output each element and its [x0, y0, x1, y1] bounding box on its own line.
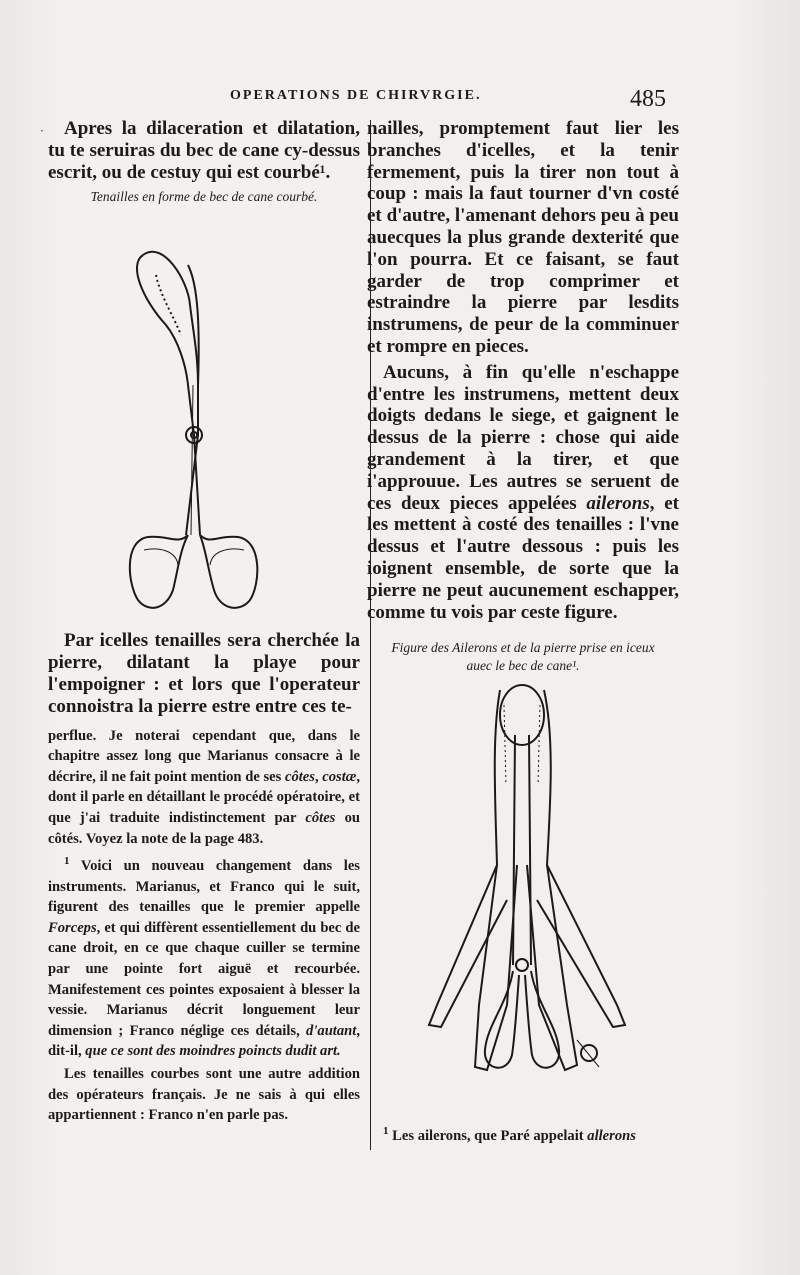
left-paragraph-1: Apres la dilaceration et dilatation, tu te seruiras du bec de cane cy-dessus escrit, ou de cestuy qui est courbé¹. — [48, 118, 360, 183]
right-footnote — [367, 1121, 679, 1146]
left-paragraph-2: Par icelles tenailles sera cherchée la pierre, dilatant la playe pour l'empoigner : et lors que l'operateur connoistra la pierre estre entre ces te- — [48, 630, 360, 717]
footnote-text-3: , dit-il, — [48, 1022, 360, 1060]
footnote-marker-right: 1 — [383, 1125, 389, 1138]
running-title: OPERATIONS DE CHIRVRGIE. — [230, 88, 482, 103]
note-emphasis-2: costæ — [322, 768, 357, 785]
right-paragraph-2-part-a: Aucuns, à fin qu'elle n'eschappe d'entre les instrumens, mettent deux doigts dedans le siege, et gaignent le dessus de la pierre : chose qui aide grandement à la tirer, et que i'approuue. Les autres se seruent de ces deux pieces appelées — [367, 361, 679, 514]
page-number: 485 — [630, 86, 666, 112]
left-note-continued — [48, 726, 360, 850]
right-paragraph-1: nailles, promptement faut lier les branches d'icelles, et la tenir fermement, puis la tirer non tout à coup : mais la faut tourner d'vn costé et d'autre, l'amenant dehors peu à peu auecques la plus grande dexterité que l'on pourra. Et ce faisant, se faut garder de trop comprimer et estraindre la pierre par lesdits instrumens, de peur de la comminuer et rompre en pieces. — [367, 118, 679, 357]
footnote-emphasis-quote: que ce sont des moindres poincts dudit art. — [85, 1043, 341, 1060]
figure-curved-pliers — [48, 205, 360, 630]
right-paragraph-2-part-b: , et les mettent à costé des tenailles : l'vne dessus et l'autre dessous : puis les ioignent ensemble, de sorte que la pierre ne peut aucunement eschapper, comme tu vois par ceste figure. — [367, 492, 679, 623]
note-text-4: ou côtés. Voyez la note de la page 483. — [48, 809, 360, 847]
footnote-text-1: Voici un nouveau changement dans les instruments. Marianus, et Franco qui le suit, figurent des tenailles que le premier appelle — [48, 858, 360, 916]
left-footnote-1 — [48, 851, 360, 1062]
right-footnote-emphasis: allerons — [587, 1128, 636, 1145]
right-footnote-text: Les ailerons, que Paré appelait — [388, 1128, 588, 1145]
footnote-text-2: , et qui diffèrent essentiellement du bec de cane droit, en ce que chaque cuiller se termine par une pointe fort aiguë et recourbée. Manifestement ces pointes exposaient à blesser la vessie. Marianus décrit longuement leur dimension ; Franco néglige ces détails, — [48, 919, 360, 1039]
figure-caption-curved-pliers: Tenailles en forme de bec de cane courbé. — [90, 189, 318, 205]
right-paragraph-2 — [367, 362, 679, 624]
note-emphasis-1: côtes — [284, 768, 315, 785]
note-text-2: , — [314, 768, 323, 785]
left-footnote-2: Les tenailles courbes sont une autre addition des opérateurs français. Je ne sais à qui elles appartiennent : Franco n'en parle pas. — [48, 1065, 360, 1124]
note-emphasis-3: côtes — [305, 809, 336, 826]
ailerons-illustration — [367, 675, 679, 1115]
right-paragraph-2-emphasis: ailerons — [586, 492, 650, 514]
right-column — [367, 118, 679, 1147]
note-text-1: perflue. Je noterai cependant que, dans le chapitre assez long que Marianus consacre à le décrire, il ne fait point mention de ses — [48, 727, 360, 785]
figure-caption-ailerons: Figure des Ailerons et de la pierre prise en iceux auec le bec de cane¹. — [391, 640, 655, 674]
footnote-marker: 1 — [64, 855, 70, 868]
footnote-emphasis-forceps: Forceps — [48, 919, 97, 936]
margin-mark: · — [40, 124, 44, 138]
figure-ailerons — [367, 675, 679, 1115]
note-text-3: , dont il parle en détaillant le procédé opératoire, et que j'ai traduite indistinctement par — [48, 768, 360, 826]
left-column — [48, 118, 360, 1126]
footnote-emphasis-dautant: d'autant — [306, 1022, 357, 1039]
curved-pliers-illustration — [48, 205, 360, 630]
